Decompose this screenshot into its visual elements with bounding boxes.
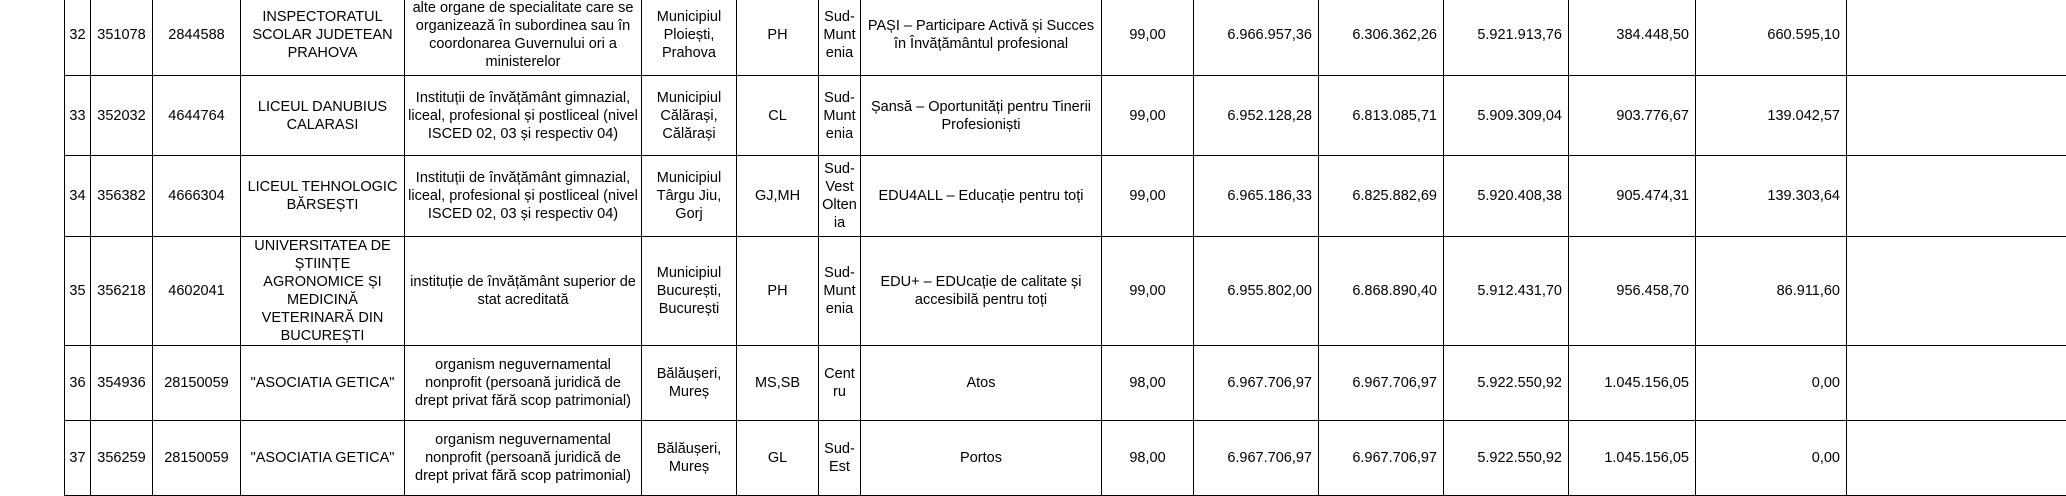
beneficiar: LICEUL DANUBIUS CALARASI	[241, 76, 405, 156]
valoare-eligibila: 6.967.706,97	[1319, 421, 1444, 496]
valoare-totala: 6.967.706,97	[1194, 346, 1319, 421]
row-number: 36	[65, 346, 91, 421]
row-number: 33	[65, 76, 91, 156]
cui: 28150059	[153, 421, 241, 496]
table-row	[65, 237, 2066, 346]
titlu-proiect: Portos	[861, 421, 1102, 496]
titlu-proiect: Atos	[861, 346, 1102, 421]
regiune: Centru	[819, 346, 861, 421]
contributie: 660.595,10	[1696, 0, 1847, 76]
valoare-totala: 6.965.186,33	[1194, 156, 1319, 237]
judet: GJ,MH	[737, 156, 819, 237]
tip-beneficiar: organism neguvernamental nonprofit (persoană juridică de drept privat fără scop patrimonial)	[405, 346, 642, 421]
row-number: 32	[65, 0, 91, 76]
regiune: Sud-Muntenia	[819, 76, 861, 156]
spreadsheet-region	[64, 0, 2066, 496]
row-number: 34	[65, 156, 91, 237]
punctaj: 99,00	[1102, 156, 1194, 237]
tip-beneficiar: organism neguvernamental nonprofit (persoană juridică de drept privat fără scop patrimonial)	[405, 421, 642, 496]
cod-smis: 356382	[91, 156, 153, 237]
buget-national: 905.474,31	[1569, 156, 1696, 237]
contributie: 86.911,60	[1696, 237, 1847, 346]
valoare-eligibila: 6.825.882,69	[1319, 156, 1444, 237]
empty-cell	[1847, 237, 2066, 346]
cod-smis: 356259	[91, 421, 153, 496]
empty-cell	[1847, 421, 2066, 496]
titlu-proiect: Șansă – Oportunități pentru Tinerii Profesioniști	[861, 76, 1102, 156]
tip-beneficiar: Instituții de învățământ gimnazial, liceal, profesional și postliceal (nivel ISCED 02, 03 și respectiv 04)	[405, 76, 642, 156]
cui: 4602041	[153, 237, 241, 346]
table-row	[65, 346, 2066, 421]
cod-smis: 356218	[91, 237, 153, 346]
localitate: Municipiul Târgu Jiu, Gorj	[642, 156, 737, 237]
valoare-eligibila: 6.306.362,26	[1319, 0, 1444, 76]
punctaj: 98,00	[1102, 421, 1194, 496]
localitate: Municipiul Ploiești, Prahova	[642, 0, 737, 76]
beneficiar: INSPECTORATUL SCOLAR JUDETEAN PRAHOVA	[241, 0, 405, 76]
valoare-totala: 6.967.706,97	[1194, 421, 1319, 496]
localitate: Bălăușeri, Mureș	[642, 346, 737, 421]
cui: 4644764	[153, 76, 241, 156]
cod-smis: 352032	[91, 76, 153, 156]
contributie: 0,00	[1696, 421, 1847, 496]
tip-beneficiar: Instituții de învățământ gimnazial, liceal, profesional și postliceal (nivel ISCED 02, 03 și respectiv 04)	[405, 156, 642, 237]
localitate: Municipiul Călărași, Călărași	[642, 76, 737, 156]
localitate: Municipiul București, București	[642, 237, 737, 346]
judet: CL	[737, 76, 819, 156]
valoare-fse: 5.922.550,92	[1444, 346, 1569, 421]
projects-table	[64, 0, 2066, 496]
buget-national: 1.045.156,05	[1569, 421, 1696, 496]
tip-beneficiar: alte organe de specialitate care se organizează în subordinea sau în coordonarea Guvernului ori a ministerelor	[405, 0, 642, 76]
judet: PH	[737, 0, 819, 76]
valoare-fse: 5.920.408,38	[1444, 156, 1569, 237]
cod-smis: 354936	[91, 346, 153, 421]
judet: MS,SB	[737, 346, 819, 421]
valoare-fse: 5.921.913,76	[1444, 0, 1569, 76]
judet: GL	[737, 421, 819, 496]
valoare-fse: 5.909.309,04	[1444, 76, 1569, 156]
valoare-totala: 6.952.128,28	[1194, 76, 1319, 156]
localitate: Bălăușeri, Mureș	[642, 421, 737, 496]
buget-national: 384.448,50	[1569, 0, 1696, 76]
cui: 4666304	[153, 156, 241, 237]
table-row	[65, 0, 2066, 76]
beneficiar: LICEUL TEHNOLOGIC BĂRSEȘTI	[241, 156, 405, 237]
contributie: 139.042,57	[1696, 76, 1847, 156]
page-margin	[0, 0, 64, 436]
buget-national: 1.045.156,05	[1569, 346, 1696, 421]
judet: PH	[737, 237, 819, 346]
empty-cell	[1847, 0, 2066, 76]
cui: 2844588	[153, 0, 241, 76]
regiune: Sud-Vest Oltenia	[819, 156, 861, 237]
punctaj: 99,00	[1102, 76, 1194, 156]
punctaj: 98,00	[1102, 346, 1194, 421]
regiune: Sud-Muntenia	[819, 0, 861, 76]
empty-cell	[1847, 76, 2066, 156]
row-number: 35	[65, 237, 91, 346]
tip-beneficiar: instituție de învățământ superior de stat acreditată	[405, 237, 642, 346]
regiune: Sud-Muntenia	[819, 237, 861, 346]
table-row	[65, 76, 2066, 156]
valoare-eligibila: 6.868.890,40	[1319, 237, 1444, 346]
beneficiar: "ASOCIATIA GETICA"	[241, 346, 405, 421]
cod-smis: 351078	[91, 0, 153, 76]
punctaj: 99,00	[1102, 0, 1194, 76]
valoare-totala: 6.955.802,00	[1194, 237, 1319, 346]
valoare-fse: 5.922.550,92	[1444, 421, 1569, 496]
beneficiar: UNIVERSITATEA DE ȘTIINȚE AGRONOMICE ȘI MEDICINĂ VETERINARĂ DIN BUCUREȘTI	[241, 237, 405, 346]
titlu-proiect: PAȘI – Participare Activă și Succes în Învățământul profesional	[861, 0, 1102, 76]
valoare-eligibila: 6.967.706,97	[1319, 346, 1444, 421]
titlu-proiect: EDU4ALL – Educație pentru toți	[861, 156, 1102, 237]
punctaj: 99,00	[1102, 237, 1194, 346]
table-row	[65, 421, 2066, 496]
valoare-totala: 6.966.957,36	[1194, 0, 1319, 76]
contributie: 139.303,64	[1696, 156, 1847, 237]
contributie: 0,00	[1696, 346, 1847, 421]
valoare-eligibila: 6.813.085,71	[1319, 76, 1444, 156]
regiune: Sud-Est	[819, 421, 861, 496]
beneficiar: "ASOCIATIA GETICA"	[241, 421, 405, 496]
table-row	[65, 156, 2066, 237]
valoare-fse: 5.912.431,70	[1444, 237, 1569, 346]
cui: 28150059	[153, 346, 241, 421]
titlu-proiect: EDU+ – EDUcație de calitate și accesibilă pentru toți	[861, 237, 1102, 346]
buget-national: 956.458,70	[1569, 237, 1696, 346]
buget-national: 903.776,67	[1569, 76, 1696, 156]
empty-cell	[1847, 346, 2066, 421]
empty-cell	[1847, 156, 2066, 237]
row-number: 37	[65, 421, 91, 496]
